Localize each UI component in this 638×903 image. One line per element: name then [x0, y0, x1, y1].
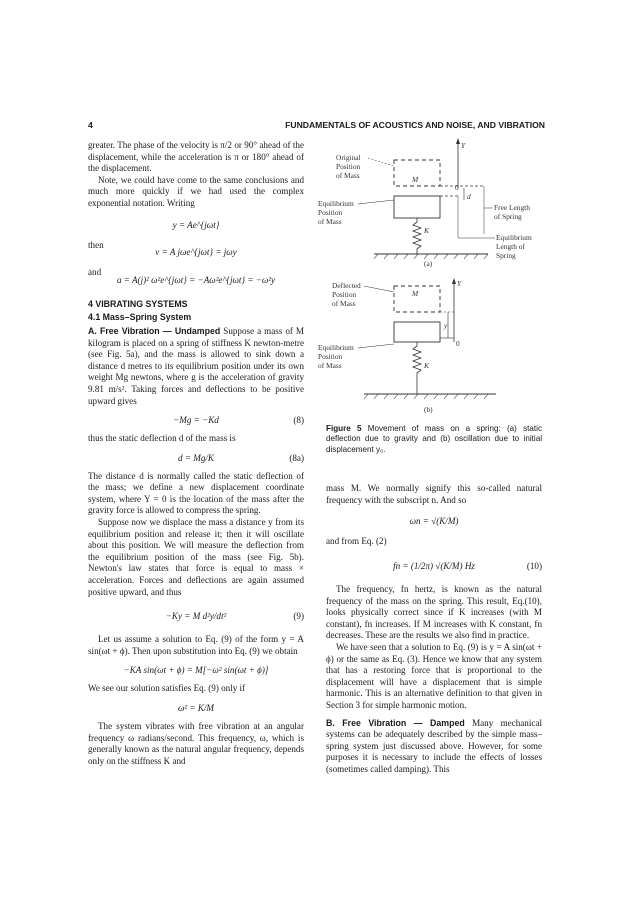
equation-9-number: (9)	[293, 611, 304, 622]
equilibrium-mass-box	[394, 196, 440, 218]
paragraph-note: Note, we could have come to the same conclusions and much more quickly if we had used the complex exponential notation. Writing	[88, 174, 304, 208]
equation-a: a = A(j)² ω²e^{jωt} = −Aω²e^{jωt} = −ω²y	[116, 274, 276, 285]
paragraph-from-eq2: and from Eq. (2)	[326, 536, 387, 547]
axis-label-y-a: Y	[461, 141, 466, 150]
subheading-undamped: A. Free Vibration — Undamped	[88, 325, 221, 336]
label-equilibrium-length-line3: Spring	[496, 251, 516, 260]
label-original-line3: of Mass	[336, 171, 360, 180]
paragraph-assume: Let us assume a solution to Eq. (9) of the form y = A sin(ωt + ϕ). Then upon substitution into Eq. (9) we obtain	[88, 634, 304, 656]
figure-5-caption: Figure 5 Movement of mass on a spring: (a) static deflection due to gravity and (b) oscillation due to initial displacement y₀.	[326, 424, 543, 454]
label-equilibrium-b-line3: of Mass	[318, 361, 342, 370]
mass-label-a: M	[412, 175, 419, 184]
paragraph-suppose: Suppose now we displace the mass a distance y from its equilibrium position and release it; then it will oscillate about this position. We will measure the deflection from the equilibrium position of the mass (see Fig. 5b). Newton's law states that force is equal to mass × acceleration. Forces and deflections are again assumed positive upward, and thus	[88, 517, 304, 597]
label-equilibrium-a-line1: Equilibrium	[318, 199, 354, 208]
section-heading: 4 VIBRATING SYSTEMS	[88, 298, 188, 309]
equilibrium-mass-box-b	[394, 322, 440, 342]
ground-hatch-b	[364, 394, 488, 399]
equation-8a: d = Mg/K (8a)	[178, 452, 304, 463]
leader-equilibrium-b	[358, 344, 394, 348]
equation-10: fn = (1/2π) √(K/M) Hz (10)	[326, 554, 542, 578]
deflection-label: d	[467, 192, 471, 201]
label-deflected-line3: of Mass	[332, 299, 356, 308]
spring-label-b: K	[424, 361, 429, 370]
paragraph-phase: greater. The phase of the velocity is π/2 or 90° ahead of the displacement, while the acceleration is π or 180° ahead of the displacement.	[88, 140, 304, 174]
equation-8a-number: (8a)	[289, 452, 304, 463]
leader-original	[368, 158, 394, 166]
label-equilibrium-b-line2: Position	[318, 352, 343, 361]
leader-equilibrium-a	[358, 200, 394, 204]
figure-5	[318, 138, 550, 420]
paragraph-mass: mass M. We normally signify this so-called natural frequency with the subscript n. And so	[326, 483, 542, 505]
label-equilibrium-length-line2: Length of	[496, 242, 525, 251]
paragraph-damped: Many mechanical systems can be adequately described by the simple mass–spring system just discussed above. However, for some purposes it is necessary to include the effects of losses (sometimes called damping). This	[326, 717, 542, 774]
paragraph-frequency: The frequency, fn hertz, is known as the natural frequency of the mass on the spring. This result, Eq.(10), looks physically correct since if K increases (with M constant), fn increases. If M increases with K constant, fn decreases. These are the results we also find in practice.	[326, 584, 542, 641]
zero-label-a: 0	[455, 183, 459, 192]
paragraph-seen: We have seen that a solution to Eq. (9) is y = A sin(ωt + ϕ) or the same as Eq. (3). Hence we know that any system that has a restoring force that is proportional to the displacement will have a displacement that is simple harmonic. This is an alternative definition to that given in Section 3 for simple harmonic motion.	[326, 641, 542, 710]
panel-label-b: (b)	[424, 405, 433, 414]
text-and: and	[88, 267, 102, 278]
running-title: FUNDAMENTALS OF ACOUSTICS AND NOISE, AND VIBRATION	[285, 120, 545, 130]
spring-a	[413, 218, 421, 254]
equation-v: v = A jωe^{jωt} = jωy	[155, 247, 237, 258]
y-axis-arrow-a	[456, 138, 460, 144]
page-number: 4	[88, 120, 93, 130]
label-deflected-line2: Position	[332, 290, 357, 299]
right-column	[326, 424, 542, 776]
subheading-damped: B. Free Vibration — Damped	[326, 717, 465, 728]
paragraph-static: thus the static deflection d of the mass is	[88, 433, 236, 444]
equation-substitution: −KA sin(ωt + ϕ) = M[−ω² sin(ωt + ϕ)]	[123, 665, 269, 676]
equation-y: y = Ae^{jωt}	[172, 219, 220, 230]
axis-label-y-b: Y	[457, 279, 462, 288]
label-equilibrium-a-line3: of Mass	[318, 217, 342, 226]
label-equilibrium-b-line1: Equilibrium	[318, 343, 354, 352]
equation-8: −Mg = −Kd (8)	[173, 415, 304, 426]
equation-8-number: (8)	[293, 415, 304, 426]
equation-10-number: (10)	[526, 561, 542, 571]
equation-omega: ω² = K/M	[178, 703, 214, 713]
paragraph-undamped: Suppose a mass of M kilogram is placed on a spring of stiffness K newton-metre (see Fig. 5a), and the mass is allowed to sink down a distance d metres to its equilibrium position under its own weight Mg newtons, where g is the acceleration of gravity 9.81 m/s². Taking forces and deflections to be positive upward gives	[88, 325, 304, 406]
label-original-line1: Original	[336, 153, 361, 162]
paragraph-system: The system vibrates with free vibration at an angular frequency ω radians/second. This frequency, ω, which is generally known as the natural angular frequency, depends only on the stiffness K and	[88, 721, 304, 766]
paragraph-distance: The distance d is normally called the static deflection of the mass; we define a new displacement coordinate system, where Y = 0 is the location of the mass after the gravity force is allowed to compress the spring.	[88, 470, 304, 516]
subsection-heading: 4.1 Mass–Spring System	[88, 312, 192, 323]
label-equilibrium-length-line1: Equilibrium	[496, 233, 532, 242]
label-free-length-line2: of Spring	[494, 212, 522, 221]
spring-label-a: K	[424, 226, 429, 235]
zero-label-b: 0	[456, 339, 460, 348]
paragraph-satisfies: We see our solution satisfies Eq. (9) only if	[88, 683, 246, 694]
text-then: then	[88, 239, 104, 250]
left-column	[88, 140, 304, 767]
spring-b	[413, 342, 421, 394]
figure-5-caption-label: Figure 5	[326, 424, 362, 433]
label-deflected-line1: Deflected	[332, 281, 361, 290]
figure-5a	[318, 138, 532, 268]
equation-9: −Ky = M d²y/dt² (9)	[88, 604, 304, 628]
displacement-label: y	[444, 321, 448, 330]
leader-deflected	[364, 286, 394, 292]
label-equilibrium-a-line2: Position	[318, 208, 343, 217]
panel-label-a: (a)	[424, 259, 433, 268]
label-free-length-line1: Free Length	[494, 203, 530, 212]
mass-label-b: M	[412, 289, 419, 298]
label-original-line2: Position	[336, 162, 361, 171]
figure-5b	[318, 278, 496, 414]
y-axis-arrow-b	[452, 278, 456, 284]
equation-omega-n: ωn = √(K/M)	[409, 516, 459, 527]
